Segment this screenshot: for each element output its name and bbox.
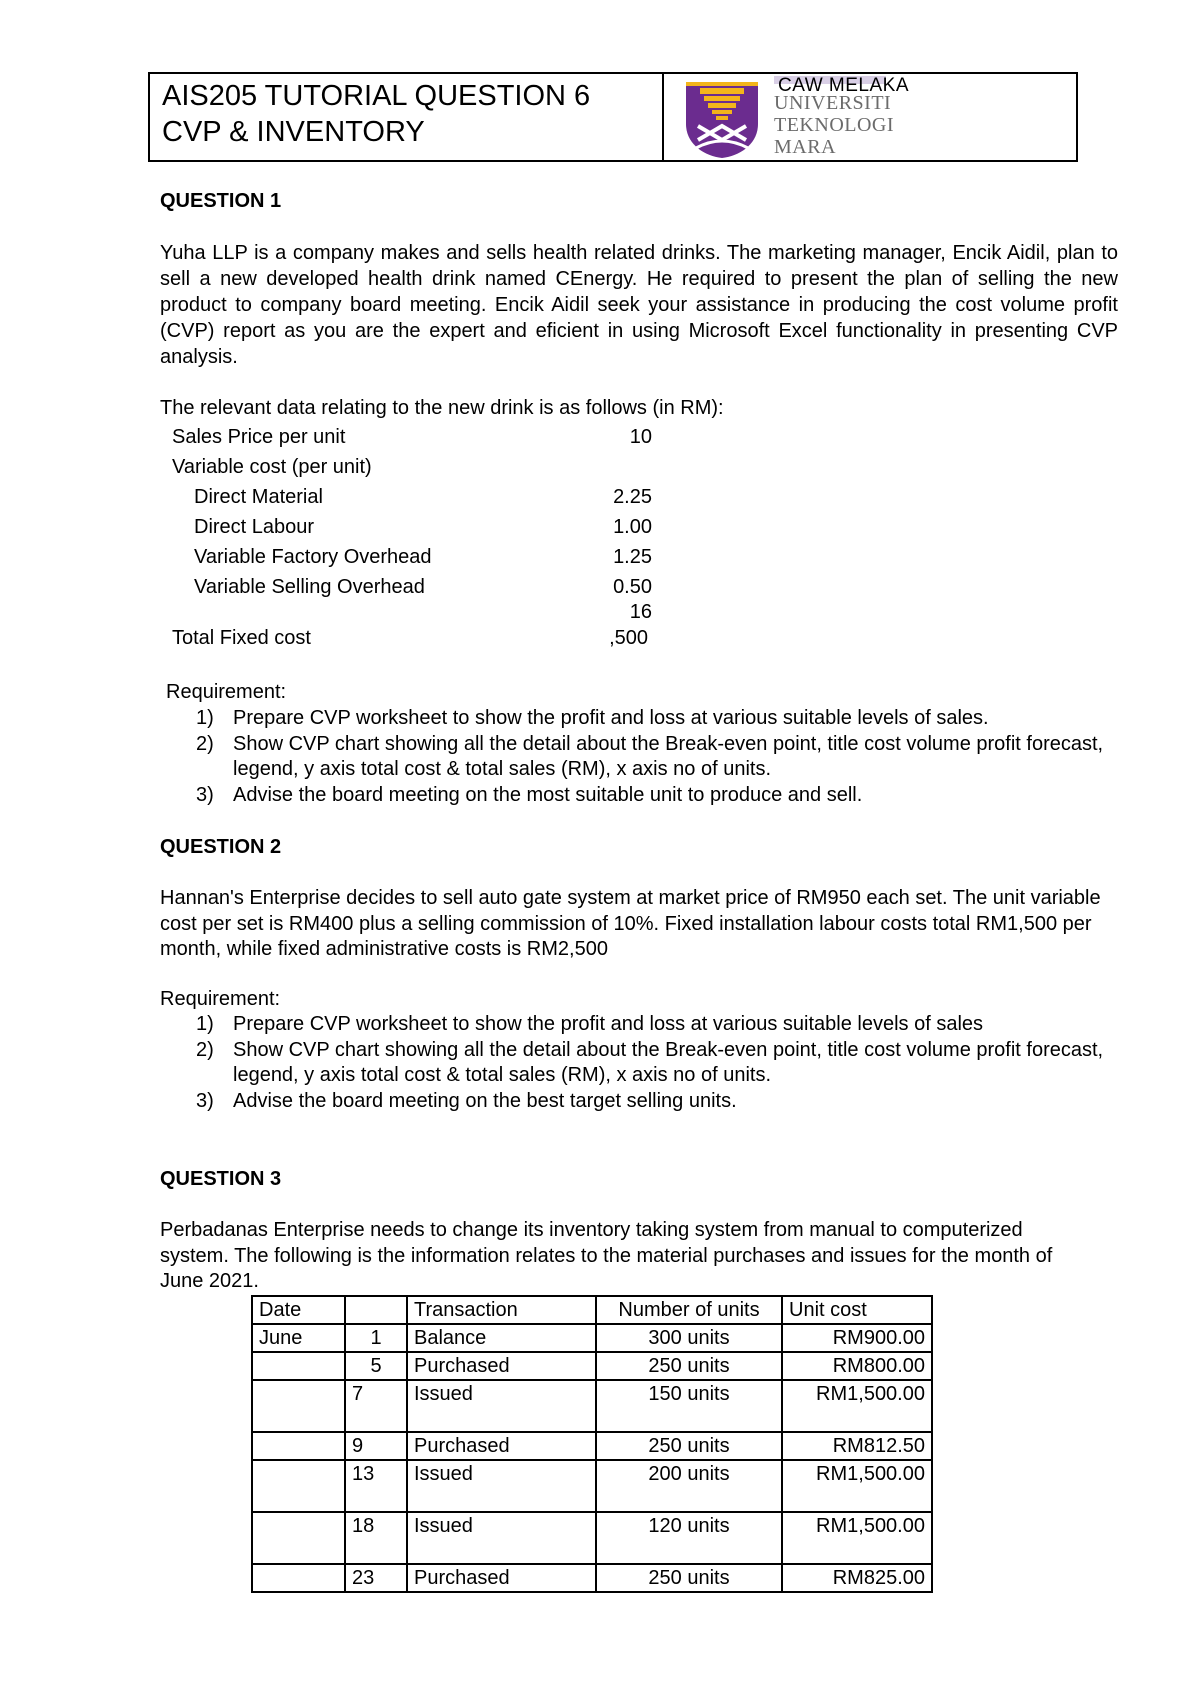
data-label: Variable cost (per unit) [172, 456, 372, 478]
university-name-line: MARA [774, 136, 837, 158]
table-header-row [252, 1296, 932, 1324]
question-1-data-intro: The relevant data relating to the new drink is as follows (in RM): [160, 397, 724, 419]
data-label: Variable Factory Overhead [194, 546, 432, 568]
question-1-requirements [160, 706, 1120, 808]
table-cell: 250 units [596, 1352, 782, 1380]
table-cell: 18 [345, 1512, 407, 1564]
table-header-cell: Unit cost [782, 1296, 932, 1324]
data-label: Sales Price per unit [172, 426, 346, 448]
question-1-requirement-label: Requirement: [166, 681, 287, 703]
table-cell: Purchased [407, 1564, 596, 1592]
header-title [150, 74, 664, 160]
data-value: 1.00 [613, 516, 652, 538]
data-label: Direct Labour [194, 516, 315, 538]
list-item-text: Show CVP chart showing all the detail about the Break-even point, title cost volume profit forecast, legend, y axis total cost & total sales (RM), x axis no of units. [233, 732, 1104, 780]
data-value: 10 [629, 426, 652, 448]
table-cell: RM800.00 [782, 1352, 932, 1380]
table-row [252, 1380, 932, 1432]
list-item [160, 1089, 1120, 1115]
list-item-text: Prepare CVP worksheet to show the profit and loss at various suitable levels of sales. [233, 707, 989, 729]
table-cell: 250 units [596, 1564, 782, 1592]
table-cell: 1 [345, 1324, 407, 1352]
header-title-line2: CVP & INVENTORY [162, 116, 425, 148]
list-item [160, 732, 1120, 783]
table-cell: Issued [407, 1460, 596, 1512]
table-cell [252, 1380, 345, 1432]
list-item-number: 2) [196, 732, 214, 755]
list-item [160, 1012, 1120, 1038]
table-cell: RM825.00 [782, 1564, 932, 1592]
list-item-number: 3) [196, 783, 214, 806]
list-item-number: 3) [196, 1089, 214, 1112]
table-cell [252, 1432, 345, 1460]
data-label: Variable Selling Overhead [194, 576, 425, 598]
university-name-line: TEKNOLOGI [774, 114, 895, 136]
data-value: 2.25 [613, 486, 652, 508]
uitm-logo-icon [678, 76, 766, 160]
university-name-line: UNIVERSITI [774, 92, 892, 114]
table-cell: 150 units [596, 1380, 782, 1432]
table-cell: RM1,500.00 [782, 1512, 932, 1564]
table-cell [252, 1352, 345, 1380]
list-item-text: Advise the board meeting on the most suitable unit to produce and sell. [233, 783, 863, 806]
table-cell: 23 [345, 1564, 407, 1592]
table-cell: 120 units [596, 1512, 782, 1564]
table-row [252, 1460, 932, 1512]
fixed-cost-value-top: 16 [629, 601, 652, 623]
list-item-number: 1) [196, 707, 214, 729]
table-row [252, 1432, 932, 1460]
list-item-text: Show CVP chart showing all the detail about the Break-even point, title cost volume profit forecast, legend, y axis total cost & total sales (RM), x axis no of units. [233, 1038, 1104, 1086]
question-2-requirement-label: Requirement: [160, 988, 281, 1010]
question-3-intro: Perbadanas Enterprise needs to change its inventory taking system from manual to computerized system. The following is the information relates to the material purchases and issues for the month of June 2021. [160, 1219, 1053, 1292]
table-cell [252, 1460, 345, 1512]
table-cell: 300 units [596, 1324, 782, 1352]
table-row [252, 1324, 932, 1352]
data-value: 1.25 [613, 546, 652, 568]
question-1-intro: Yuha LLP is a company makes and sells health related drinks. The marketing manager, Encik Aidil, plan to sell a new developed health drink named CEnergy. He required to present the plan of selling the new product to company board meeting. Encik Aidil seek your assistance in producing the cost volume profit (CVP) report as you are the expert and eficient in using Microsoft Excel functionality in presenting CVP analysis. [160, 242, 1118, 368]
header-box [148, 72, 1078, 162]
table-cell: RM900.00 [782, 1324, 932, 1352]
table-cell: 9 [345, 1432, 407, 1460]
table-cell: Purchased [407, 1352, 596, 1380]
table-cell [252, 1512, 345, 1564]
header-logo-area [664, 74, 1076, 160]
table-header-cell: Transaction [407, 1296, 596, 1324]
list-item [160, 1038, 1120, 1089]
question-3-title: QUESTION 3 [160, 1168, 282, 1190]
university-name [774, 92, 894, 158]
table-header-cell: Number of units [596, 1296, 782, 1324]
table-cell: Issued [407, 1512, 596, 1564]
list-item-text: Advise the board meeting on the best target selling units. [233, 1089, 737, 1112]
list-item [160, 783, 1120, 809]
fixed-cost-value-bottom: ,500 [609, 627, 648, 649]
question-2-intro: Hannan's Enterprise decides to sell auto gate system at market price of RM950 each set. The unit variable cost per set is RM400 plus a selling commission of 10%. Fixed installation labour costs total RM1,500 per month, while fixed administrative costs is RM2,500 [160, 887, 1101, 960]
table-row [252, 1564, 932, 1592]
table-cell: 7 [345, 1380, 407, 1432]
question-2-requirements [160, 1012, 1120, 1114]
table-cell: RM812.50 [782, 1432, 932, 1460]
list-item-text: Prepare CVP worksheet to show the profit and loss at various suitable levels of sales [233, 1013, 984, 1035]
table-cell: RM1,500.00 [782, 1380, 932, 1432]
table-cell: RM1,500.00 [782, 1460, 932, 1512]
table-cell: Purchased [407, 1432, 596, 1460]
header-title-line1: AIS205 TUTORIAL QUESTION 6 [162, 80, 591, 112]
table-row [252, 1512, 932, 1564]
table-cell: Issued [407, 1380, 596, 1432]
question-1-title: QUESTION 1 [160, 190, 282, 212]
table-cell: June [252, 1324, 345, 1352]
list-item-number: 2) [196, 1038, 214, 1061]
table-cell [252, 1564, 345, 1592]
table-header-cell [345, 1296, 407, 1324]
question-2-title: QUESTION 2 [160, 836, 282, 858]
campus-name: CAW MELAKA [778, 75, 909, 96]
fixed-cost-label: Total Fixed cost [172, 627, 311, 649]
data-value: 0.50 [613, 576, 652, 598]
data-label: Direct Material [194, 486, 323, 508]
table-cell: 5 [345, 1352, 407, 1380]
table-header-cell: Date [252, 1296, 345, 1324]
list-item [160, 706, 1120, 732]
table-cell: 13 [345, 1460, 407, 1512]
inventory-table [251, 1295, 933, 1593]
table-cell: Balance [407, 1324, 596, 1352]
table-row [252, 1352, 932, 1380]
table-cell: 200 units [596, 1460, 782, 1512]
table-cell: 250 units [596, 1432, 782, 1460]
list-item-number: 1) [196, 1013, 214, 1035]
